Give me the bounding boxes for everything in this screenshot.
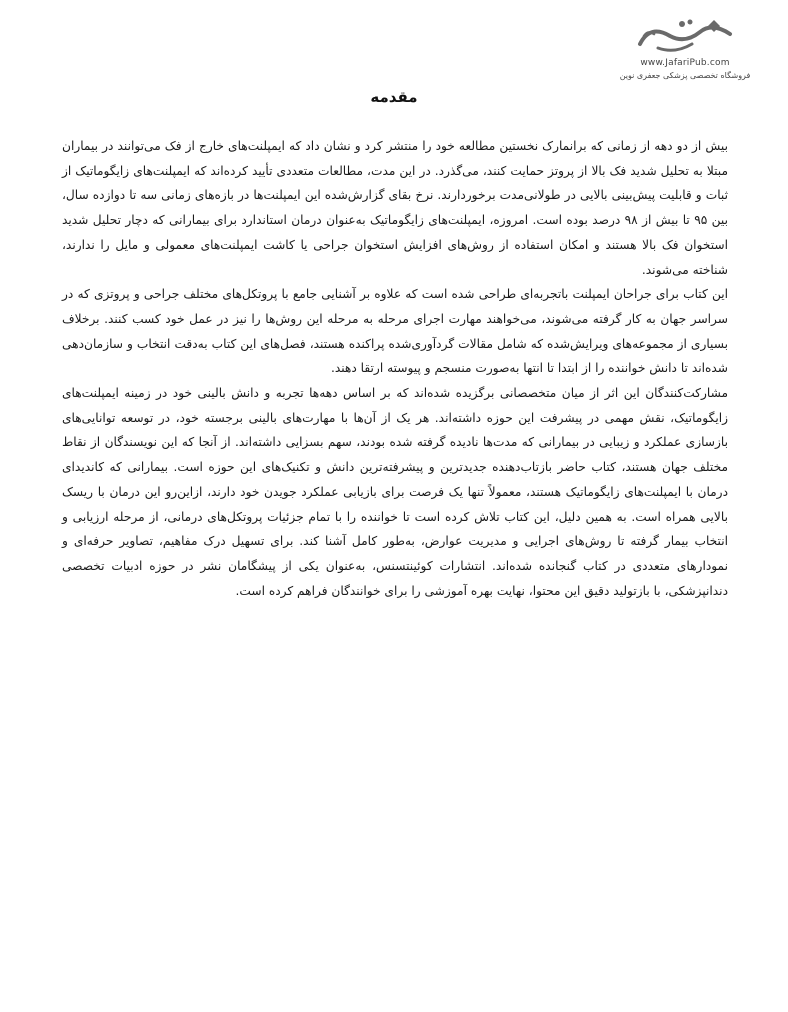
paragraph: مشارکت‌کنندگان این اثر از میان متخصصانی برگزیده شده‌اند که بر اساس دهه‌ها تجربه و دانش بالینی خود در زمینه ایمپلنت‌های زایگوماتیک، نقش مهمی در پیشرفت این حوزه داشته‌اند. هر یک از آن‌ها با مهارت‌های بالینی برجسته خود، در توسعه توانایی‌های بازسازی عملکرد و زیبایی در بیمارانی که مدت‌ها نادیده گرفته شده بودند، سهم بسزایی داشته‌اند. از آنجا که این نویسندگان از نقاط مختلف جهان هستند، کتاب حاضر بازتاب‌دهنده جدیدترین و پیشرفته‌ترین دانش و تکنیک‌های این حوزه است. بیمارانی که کاندیدای درمان با ایمپلنت‌های زایگوماتیک هستند، معمولاً تنها یک فرصت برای بازیابی عملکرد جویدن خود دارند، ازاین‌رو این درمان با ریسک بالایی همراه است. به همین دلیل، این کتاب تلاش کرده است تا خواننده را با تمام جزئیات پروتکل‌های درمانی، از مرحله ارزیابی و انتخاب بیمار گرفته تا روش‌های اجرایی و مدیریت عوارض، به‌طور کامل آشنا کند. برای تسهیل درک مفاهیم، تصاویر حرفه‌ای و نمودارهای متعددی در کتاب گنجانده شده‌اند. انتشارات کوئینتسنس، به‌عنوان یکی از پیشگامان نشر در حوزه ادبیات تخصصی دندانپزشکی، با بازتولید دقیق این محتوا، نهایت بهره آموزشی را برای خوانندگان فراهم کرده است.: [62, 386, 728, 598]
publisher-logo: [610, 14, 760, 98]
publisher-caption: فروشگاه تخصصی پزشکی جعفری نوین: [619, 71, 751, 80]
page-title: مقدمه: [370, 88, 418, 106]
paragraph: بیش از دو دهه از زمانی که برانمارک نخستین مطالعه خود را منتشر کرد و نشان داد که ایمپلنت‌های خارج از فک می‌توانند در بیماران مبتلا به تحلیل شدید فک بالا از پروتز حمایت کنند، می‌گذرد. در این مدت، مطالعات متعددی تأیید کرده‌اند که ایمپلنت‌های زایگوماتیک از ثبات و قابلیت پیش‌بینی بالایی در طولانی‌مدت برخوردارند. نرخ بقای گزارش‌شده این ایمپلنت‌ها در بازه‌های زمانی سه تا دوازده سال، بین ۹۵ تا بیش از ۹۸ درصد بوده است. امروزه، ایمپلنت‌های زایگوماتیک به‌عنوان درمان استاندارد برای بیمارانی که دچار تحلیل شدید استخوان فک بالا هستند و امکان استفاده از روش‌های افزایش استخوان جراحی یا کاشت ایمپلنت‌های معمولی و مایل را ندارند، شناخته می‌شوند.: [62, 139, 728, 277]
publisher-url: www.JafariPub.com: [640, 58, 730, 68]
paragraph: این کتاب برای جراحان ایمپلنت باتجربه‌ای طراحی شده است که علاوه بر آشنایی جامع با پروتکل‌های مختلف جراحی و پروتزی که در سراسر جهان به کار گرفته می‌شوند، می‌خواهند مهارت اجرای مرحله به مرحله این روش‌ها را نیز در عمل خود کسب کنند. برخلاف بسیاری از مجموعه‌های ویرایش‌شده که شامل مقالات گردآوری‌شده پراکنده هستند، فصل‌های این کتاب به‌دقت انتخاب و سازمان‌دهی شده‌اند تا دانش خواننده را از ابتدا تا انتها به‌صورت منسجم و پیوسته ارتقا دهند.: [62, 287, 728, 376]
document-body: [62, 134, 728, 603]
logo-mark-icon: [630, 14, 740, 56]
